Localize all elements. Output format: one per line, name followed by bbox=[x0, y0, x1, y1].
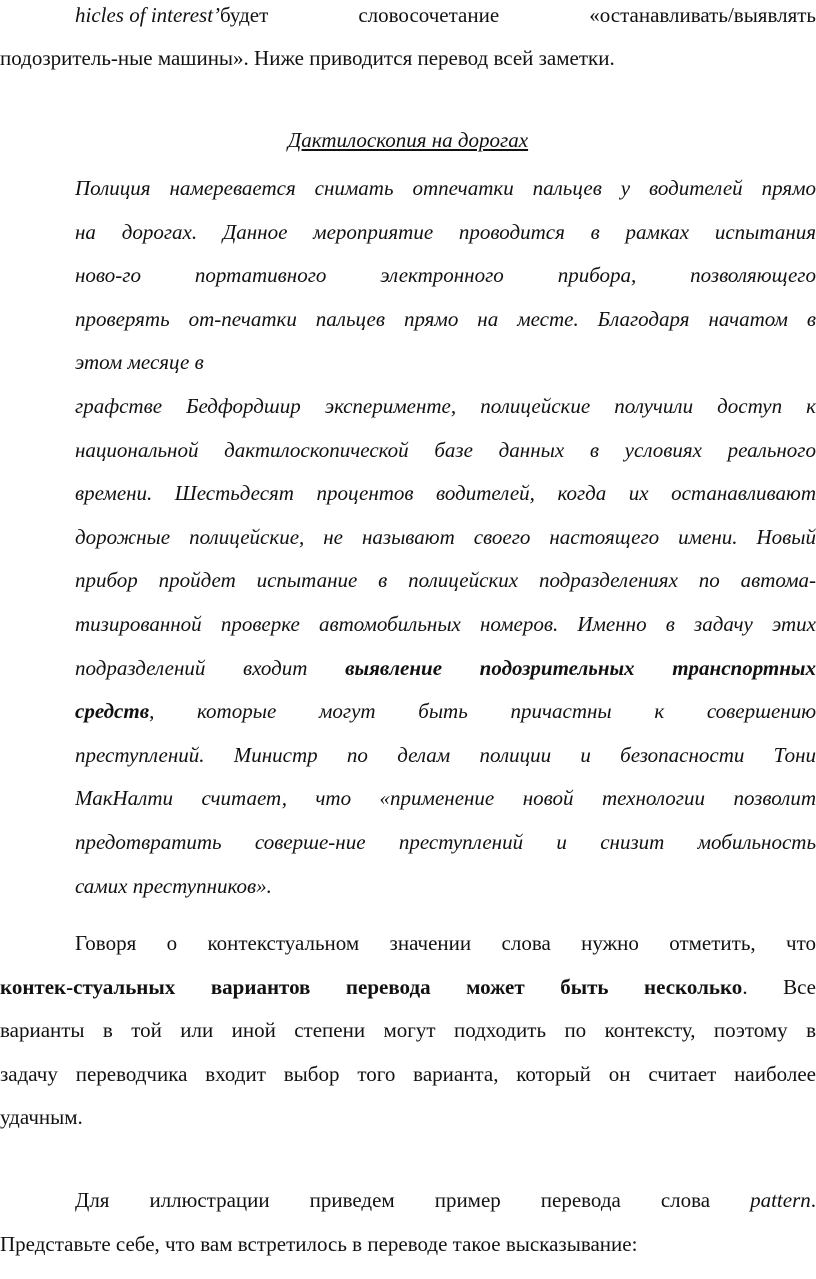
para2-line-2 bbox=[0, 966, 816, 1010]
highlight-phrase: выявление подозрительных транспортных bbox=[345, 655, 816, 680]
para2-line: удачным. bbox=[0, 1105, 83, 1130]
article-line: этом месяце в bbox=[75, 350, 204, 375]
article-line: графстве Бедфордшир эксперименте, полицейские получили доступ к bbox=[75, 393, 816, 418]
paragraph-2 bbox=[0, 922, 816, 1140]
article-line: МакНалти считает, что «применение новой технологии позволит bbox=[75, 786, 816, 811]
para2-line: варианты в той или иной степени могут подходить по контексту, поэтому в bbox=[0, 1018, 816, 1043]
paragraph-3 bbox=[0, 1179, 816, 1266]
article-title: Дактилоскопия на дорогах bbox=[287, 128, 529, 152]
article-line: времени. Шестьдесят процентов водителей, когда их останавливают bbox=[75, 481, 816, 506]
article-body bbox=[75, 167, 816, 908]
intro-line-1 bbox=[75, 2, 816, 28]
highlight-phrase-end: средств bbox=[75, 699, 150, 724]
intro-line-1-rest: будет словосочетание «останавливать/выявлять bbox=[220, 3, 816, 27]
article-line: национальной дактилоскопической базе данных в условиях реального bbox=[75, 437, 816, 462]
article-line-12-pre: подразделений входит bbox=[75, 655, 346, 680]
article-line-12 bbox=[75, 647, 816, 691]
article-line: проверять от-печатки пальцев прямо на месте. Благодаря начатом в bbox=[75, 306, 816, 331]
article-line: на дорогах. Данное мероприятие проводится в рамках испытания bbox=[75, 219, 816, 244]
para2-line: задачу переводчика входит выбор того варианта, который он считает наиболее bbox=[0, 1061, 816, 1086]
article-line: преступлений. Министр по делам полиции и безопасности Тони bbox=[75, 742, 816, 767]
para3-line-1 bbox=[75, 1179, 816, 1223]
para2-bold: контек-стуальных вариантов перевода может быть несколько bbox=[0, 974, 743, 999]
article-line: дорожные полицейские, не называют своего настоящего имени. Новый bbox=[75, 524, 816, 549]
article-line: Полиция намеревается снимать отпечатки пальцев у водителей прямо bbox=[75, 176, 816, 200]
para3-line: Представьте себе, что вам встретилось в переводе такое высказывание: bbox=[0, 1231, 638, 1256]
article-line: предотвратить соверше-ние преступлений и снизит мобильность bbox=[75, 829, 816, 854]
article-line-13 bbox=[75, 690, 816, 734]
article-line: самих преступников». bbox=[75, 873, 272, 898]
para3-line-1-pre: Для иллюстрации приведем пример перевода слова bbox=[75, 1188, 751, 1212]
intro-line-2: подозритель-ные машины». Ниже приводится перевод всей заметки. bbox=[0, 46, 615, 70]
para3-term: pattern bbox=[750, 1188, 811, 1212]
para2-line: Говоря о контекстуальном значении слова нужно отметить, что bbox=[75, 931, 816, 955]
para3-line-1-post: . bbox=[810, 1188, 816, 1212]
intro-term: hicles of interest’ bbox=[75, 3, 221, 27]
article-title-wrap bbox=[0, 127, 816, 153]
article-line: ново-го портативного электронного прибора, позволяющего bbox=[75, 263, 816, 288]
article-line-13-rest: , которые могут быть причастны к совершению bbox=[149, 699, 816, 724]
article-line: прибор пройдет испытание в полицейских подразделениях по автома- bbox=[75, 568, 816, 593]
para2-line-2-rest: . Все bbox=[742, 974, 816, 999]
article-line: тизированной проверке автомобильных номеров. Именно в задачу этих bbox=[75, 611, 816, 636]
